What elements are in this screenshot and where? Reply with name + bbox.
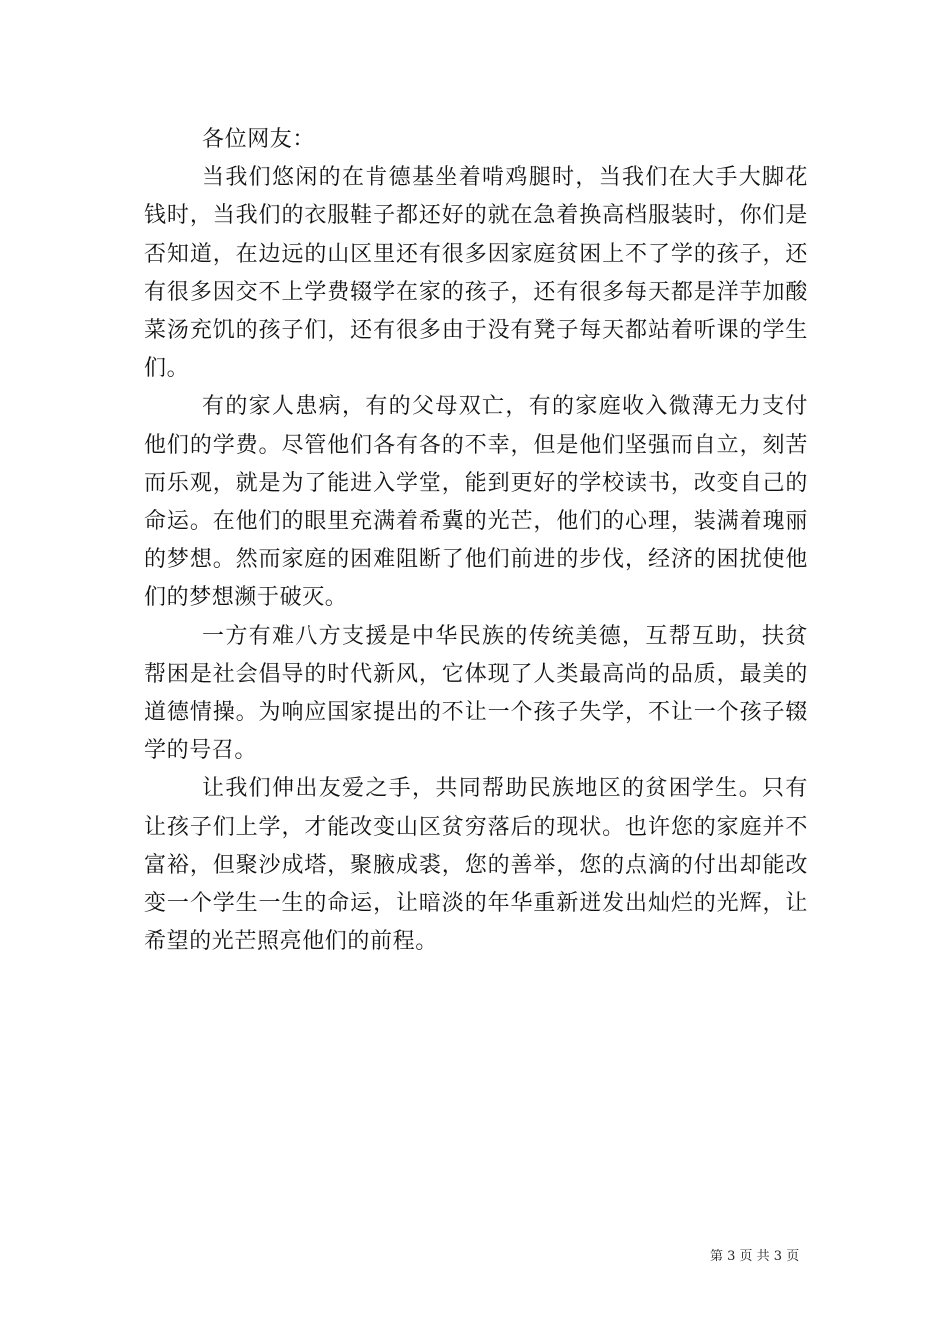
document-body <box>144 121 808 961</box>
paragraph: 有的家人患病，有的父母双亡，有的家庭收入微薄无力支付他们的学费。尽管他们各有各的不幸，但是他们坚强而自立，刻苦而乐观，就是为了能进入学堂，能到更好的学校读书，改变自己的命运。在他们的眼里充满着希冀的光芒，他们的心理，装满着瑰丽的梦想。然而家庭的困难阻断了他们前进的步伐，经济的困扰使他们的梦想濒于破灭。 <box>144 394 808 611</box>
paragraph: 当我们悠闲的在肯德基坐着啃鸡腿时，当我们在大手大脚花钱时，当我们的衣服鞋子都还好的就在急着换高档服装时，你们是否知道，在边远的山区里还有很多因家庭贫困上不了学的孩子，还有很多因交不上学费辍学在家的孩子，还有很多每天都是洋芋加酸菜汤充饥的孩子们，还有很多由于没有凳子每天都站着听课的学生们。 <box>144 165 808 382</box>
salutation: 各位网友： <box>202 127 316 152</box>
paragraph: 让我们伸出友爱之手，共同帮助民族地区的贫困学生。只有让孩子们上学，才能改变山区贫穷落后的现状。也许您的家庭并不富裕，但聚沙成塔，聚腋成裘，您的善举，您的点滴的付出却能改变一个学生一生的命运，让暗淡的年华重新迸发出灿烂的光辉，让希望的光芒照亮他们的前程。 <box>144 776 808 955</box>
paragraph: 一方有难八方支援是中华民族的传统美德，互帮互助，扶贫帮困是社会倡导的时代新风，它体现了人类最高尚的品质，最美的道德情操。为响应国家提出的不让一个孩子失学，不让一个孩子辍学的号召。 <box>144 623 808 764</box>
page-number: 第 3 页 共 3 页 <box>710 1249 800 1264</box>
